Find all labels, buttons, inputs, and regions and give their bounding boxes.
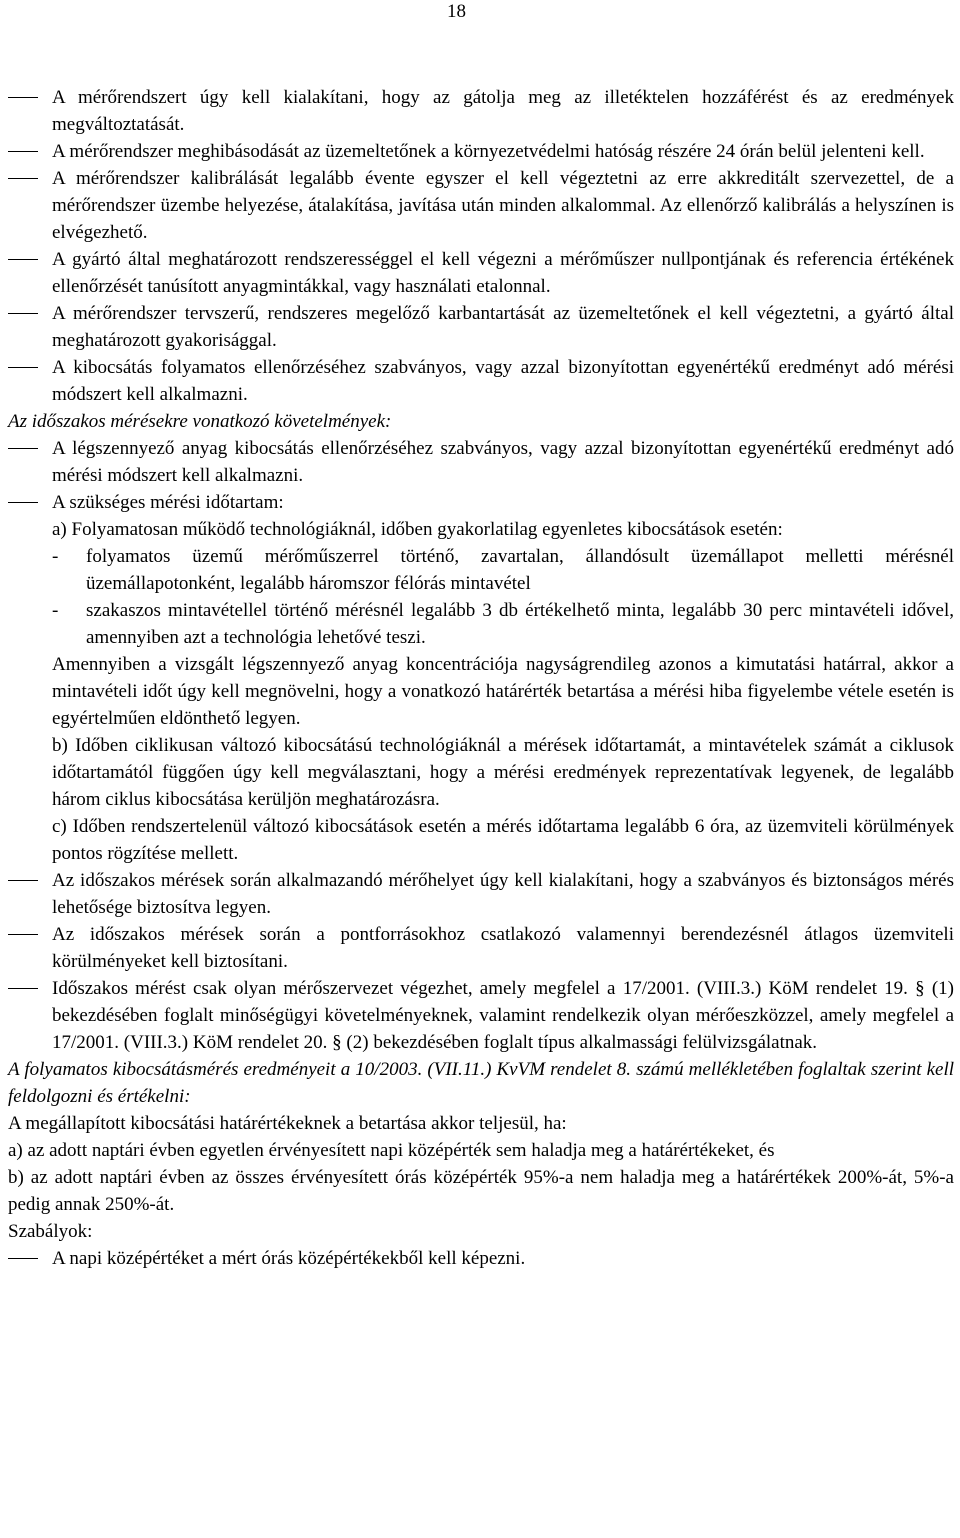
sub-paragraph: a) Folyamatosan működő technológiáknál, időben gyakorlatilag egyenletes kibocsátások esetén: [52, 519, 783, 540]
paragraph: A megállapított kibocsátási határértékeknek a betartása akkor teljesül, ha: [8, 1113, 567, 1134]
list-item: A mérőrendszer meghibásodását az üzemeltetőnek a környezetvédelmi hatóság részére 24 órán belül jelenteni kell. [8, 138, 954, 165]
sub-paragraph: b) Időben ciklikusan változó kibocsátású technológiáknál a mérések időtartamát, a mintavételek számát a ciklusok időtartamától függően úgy kell megválasztani, hogy a mérési eredmények reprezentatívak legyenek, de legalább három ciklus kibocsátása kerüljön meghatározásra. [52, 735, 954, 810]
list-item: A mérőrendszer kalibrálását legalább évente egyszer el kell végeztetni az erre akkreditált szervezettel, de a mérőrendszer üzembe helyezése, átalakítása, javítása után minden alkalommal. Az ellenőrző kalibrálás a helyszínen is elvégezhető. [8, 165, 954, 246]
sub-paragraph: c) Időben rendszertelenül változó kibocsátások esetén a mérés időtartama legalább 6 óra, az üzemviteli körülmények pontos rögzítése mellett. [52, 816, 954, 864]
section-heading: Az időszakos mérésekre vonatkozó követelmények: [8, 411, 392, 432]
paragraph: b) az adott naptári évben az összes érvényesített órás középérték 95%-a nem haladja meg a határértékek 200%-át, 5%-a pedig annak 250%-át. [8, 1167, 954, 1215]
hyphen-mark: - [52, 546, 59, 567]
list-item: A mérőrendszer tervszerű, rendszeres megelőző karbantartását az üzemeltetőnek el kell végeztetni, a gyártó által meghatározott gyakorisággal. [8, 300, 954, 354]
list-item: A mérőrendszert úgy kell kialakítani, hogy az gátolja meg az illetéktelen hozzáférést és az eredmények megváltoztatását. [8, 84, 954, 138]
page-number: 18 [447, 1, 466, 22]
paragraph: a) az adott naptári évben egyetlen érvényesített napi középérték sem haladja meg a határértékeket, és [8, 1140, 775, 1161]
list-item: Az időszakos mérések során a pontforrásokhoz csatlakozó valamennyi berendezésnél átlagos üzemviteli körülményeket kell biztosítani. [8, 921, 954, 975]
list-item: Az időszakos mérések során alkalmazandó mérőhelyet úgy kell kialakítani, hogy a szabványos és biztonságos mérés lehetősége biztosítva legyen. [8, 867, 954, 921]
section-heading: A folyamatos kibocsátásmérés eredményeit a 10/2003. (VII.11.) KvVM rendelet 8. számú mellékletében foglaltak szerint kell feldolgozni és értékelni: [8, 1059, 954, 1107]
list-item: Időszakos mérést csak olyan mérőszervezet végezhet, amely megfelel a 17/2001. (VIII.3.) KöM rendelet 19. § (1) bekezdésében foglalt minőségügyi követelményeknek, valamint rendelkezik olyan mérőeszközzel, amely megfelel a 17/2001. (VIII.3.) KöM rendelet 20. § (2) bekezdésében foglalt típus alkalmassági felülvizsgálatnak. [8, 975, 954, 1056]
list-item: A napi középértéket a mért órás középértékekből kell képezni. [8, 1245, 954, 1272]
hyphen-item-text: folyamatos üzemű mérőműszerrel történő, zavartalan, állandósult üzemállapot melletti mérésnél üzemállapotonként, legalább háromszor félórás mintavétel [86, 546, 954, 594]
document-body [8, 84, 954, 1272]
list-item: A légszennyező anyag kibocsátás ellenőrzéséhez szabványos, vagy azzal bizonyítottan egyenértékű eredményt adó mérési módszert kell alkalmazni. [8, 435, 954, 489]
list-item: A kibocsátás folyamatos ellenőrzéséhez szabványos, vagy azzal bizonyítottan egyenértékű eredményt adó mérési módszert kell alkalmazni. [8, 354, 954, 408]
list-item: A gyártó által meghatározott rendszerességgel el kell végezni a mérőműszer nullpontjának és referencia értékének ellenőrzését tanúsított anyagmintákkal, vagy használati etalonnal. [8, 246, 954, 300]
sub-paragraph: Amennyiben a vizsgált légszennyező anyag koncentrációja nagyságrendileg azonos a kimutatási határral, akkor a mintavételi időt úgy kell megnövelni, hogy a vonatkozó határérték betartása a mérési hiba figyelembe vétele esetén is egyértelműen eldönthető legyen. [52, 654, 954, 729]
paragraph: Szabályok: [8, 1221, 93, 1242]
hyphen-item [8, 597, 954, 651]
hyphen-mark: - [52, 600, 59, 621]
list-item: A szükséges mérési időtartam: [8, 489, 954, 516]
hyphen-item-text: szakaszos mintavétellel történő mérésnél legalább 3 db értékelhető minta, legalább 30 perc mintavételi idővel, amennyiben azt a technológia lehetővé teszi. [86, 600, 954, 648]
hyphen-item [8, 543, 954, 597]
